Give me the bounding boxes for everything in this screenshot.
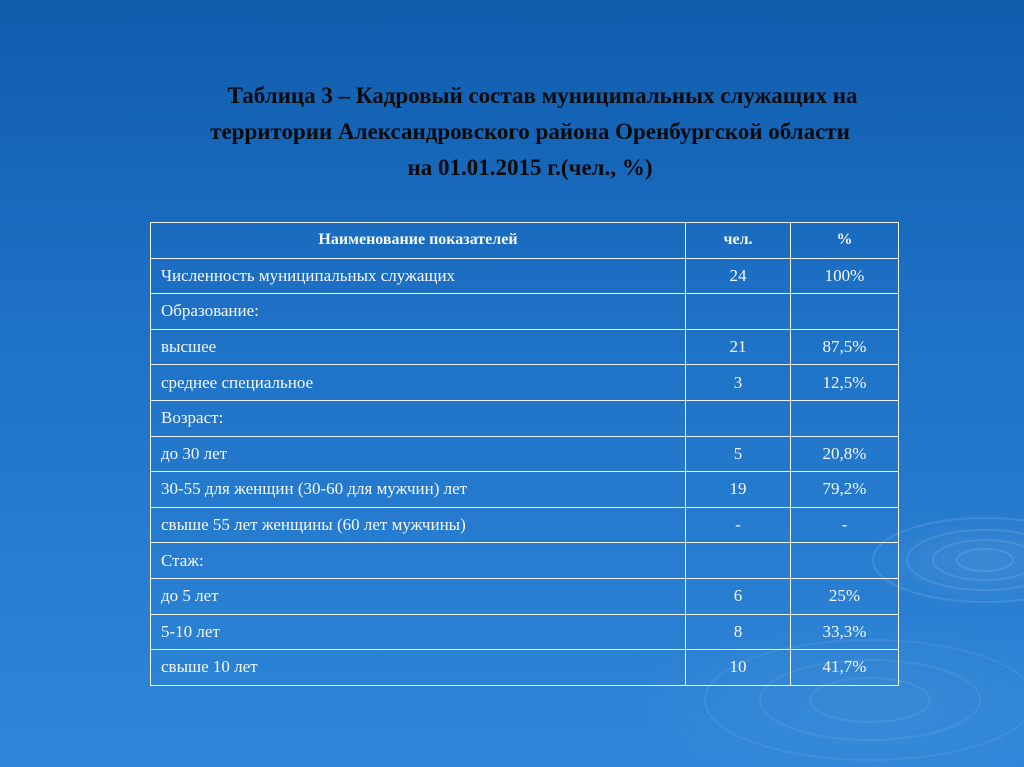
row-count [686,400,791,436]
table-row [151,258,899,294]
row-percent: 33,3% [791,614,899,650]
header-indicator: Наименование показателей [151,223,686,259]
staff-composition-table [150,222,899,686]
title-line-2: территории Александровского района Оренбургской области [210,119,850,144]
row-percent [791,543,899,579]
row-percent: 25% [791,578,899,614]
table-row [151,578,899,614]
table-row [151,294,899,330]
row-label: Образование: [151,294,686,330]
row-percent: 87,5% [791,329,899,365]
table-header-row [151,223,899,259]
row-count: 3 [686,365,791,401]
staff-composition-table-wrapper [150,222,898,686]
row-label: 5-10 лет [151,614,686,650]
table-row [151,329,899,365]
table-row [151,365,899,401]
table-row [151,614,899,650]
row-percent: 20,8% [791,436,899,472]
row-label: высшее [151,329,686,365]
table-row [151,436,899,472]
table-row [151,507,899,543]
row-percent: 12,5% [791,365,899,401]
title-line-3: на 01.01.2015 г.(чел., %) [407,155,653,180]
row-label: Стаж: [151,543,686,579]
row-label: Возраст: [151,400,686,436]
row-label: среднее специальное [151,365,686,401]
row-count [686,543,791,579]
row-percent: 100% [791,258,899,294]
table-row [151,543,899,579]
row-percent [791,400,899,436]
row-count: 5 [686,436,791,472]
row-percent: 79,2% [791,472,899,508]
row-count [686,294,791,330]
table-row [151,472,899,508]
title-line-1: Таблица 3 – Кадровый состав муниципальных служащих на [227,83,858,108]
row-count: 6 [686,578,791,614]
row-label: до 5 лет [151,578,686,614]
row-count: 24 [686,258,791,294]
row-label: свыше 55 лет женщины (60 лет мужчины) [151,507,686,543]
row-count: 8 [686,614,791,650]
row-percent: 41,7% [791,650,899,686]
row-label: Численность муниципальных служащих [151,258,686,294]
row-label: свыше 10 лет [151,650,686,686]
row-count: 19 [686,472,791,508]
slide-title [110,78,950,186]
header-count: чел. [686,223,791,259]
row-count: 10 [686,650,791,686]
row-percent: - [791,507,899,543]
row-label: 30-55 для женщин (30-60 для мужчин) лет [151,472,686,508]
row-label: до 30 лет [151,436,686,472]
row-percent [791,294,899,330]
table-row [151,400,899,436]
row-count: 21 [686,329,791,365]
header-percent: % [791,223,899,259]
row-count: - [686,507,791,543]
table-row [151,650,899,686]
